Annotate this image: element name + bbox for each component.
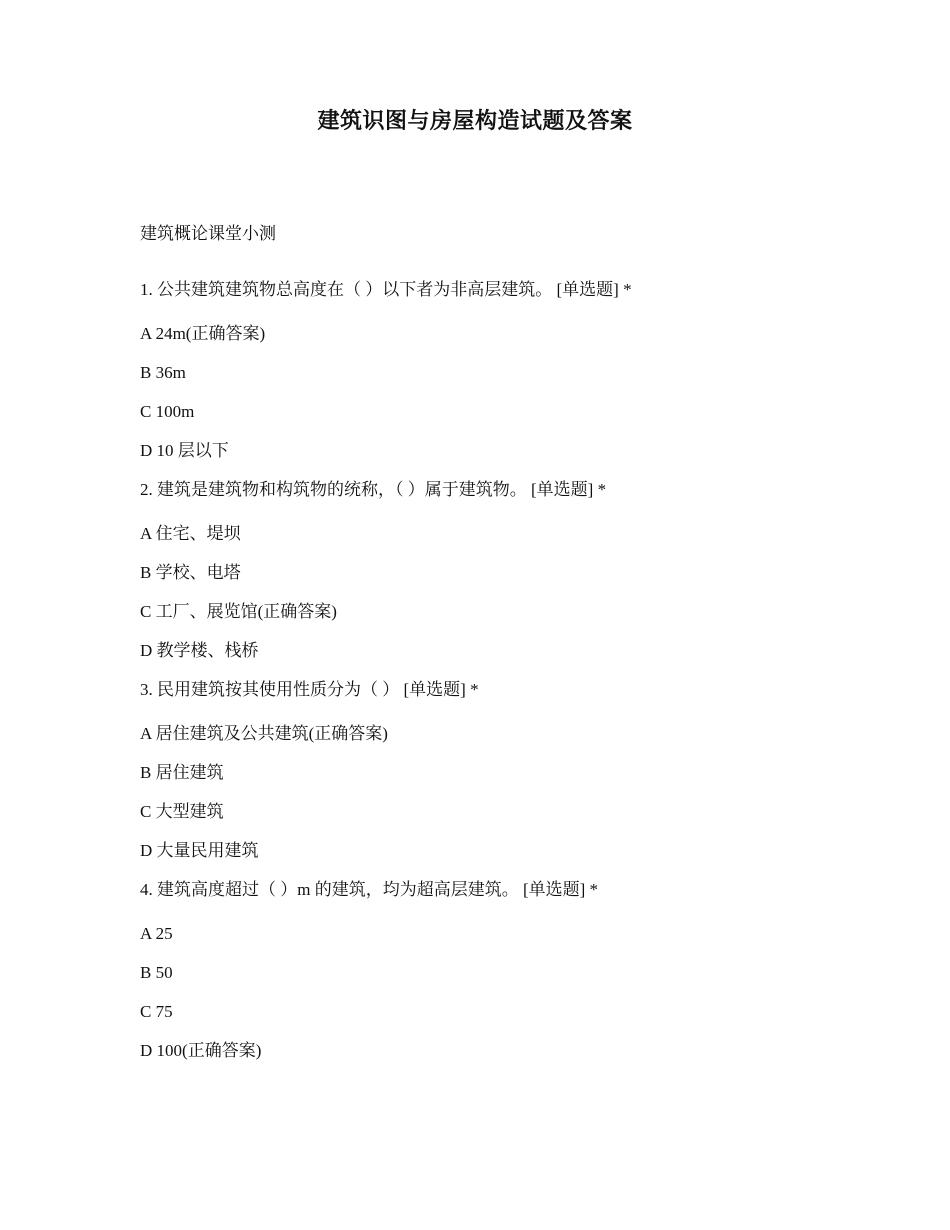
- question-3: [140, 678, 860, 863]
- question-text: 1. 公共建筑建筑物总高度在（ ）以下者为非高层建筑。 [单选题] *: [140, 280, 632, 299]
- option-b: B 50: [140, 963, 173, 982]
- option-a: A 25: [140, 924, 173, 943]
- option-c: C 75: [140, 1002, 173, 1021]
- option-b: B 36m: [140, 363, 186, 382]
- question-4: [140, 878, 860, 1063]
- option-c: C 工厂、展览馆(正确答案): [140, 602, 337, 621]
- option-a: A 住宅、堤坝: [140, 524, 241, 543]
- option-d: D 100(正确答案): [140, 1041, 262, 1060]
- question-text: 3. 民用建筑按其使用性质分为（ ） [单选题] *: [140, 680, 479, 699]
- question-2: [140, 478, 860, 663]
- option-c: C 100m: [140, 402, 195, 421]
- question-text: 2. 建筑是建筑物和构筑物的统称，（ ）属于建筑物。 [单选题] *: [140, 480, 607, 499]
- section-title: 建筑概论课堂小测: [140, 224, 276, 243]
- option-c: C 大型建筑: [140, 802, 224, 821]
- option-d: D 10 层以下: [140, 441, 229, 460]
- option-a: A 24m(正确答案): [140, 324, 266, 343]
- question-1: [140, 278, 860, 463]
- option-d: D 大量民用建筑: [140, 841, 259, 860]
- document-title: 建筑识图与房屋构造试题及答案: [317, 109, 633, 134]
- option-d: D 教学楼、栈桥: [140, 641, 259, 660]
- question-text: 4. 建筑高度超过（ ）m 的建筑，均为超高层建筑。 [单选题] *: [140, 880, 599, 899]
- option-b: B 居住建筑: [140, 763, 224, 782]
- document-body: [140, 222, 860, 1078]
- option-a: A 居住建筑及公共建筑(正确答案): [140, 724, 388, 743]
- option-b: B 学校、电塔: [140, 563, 241, 582]
